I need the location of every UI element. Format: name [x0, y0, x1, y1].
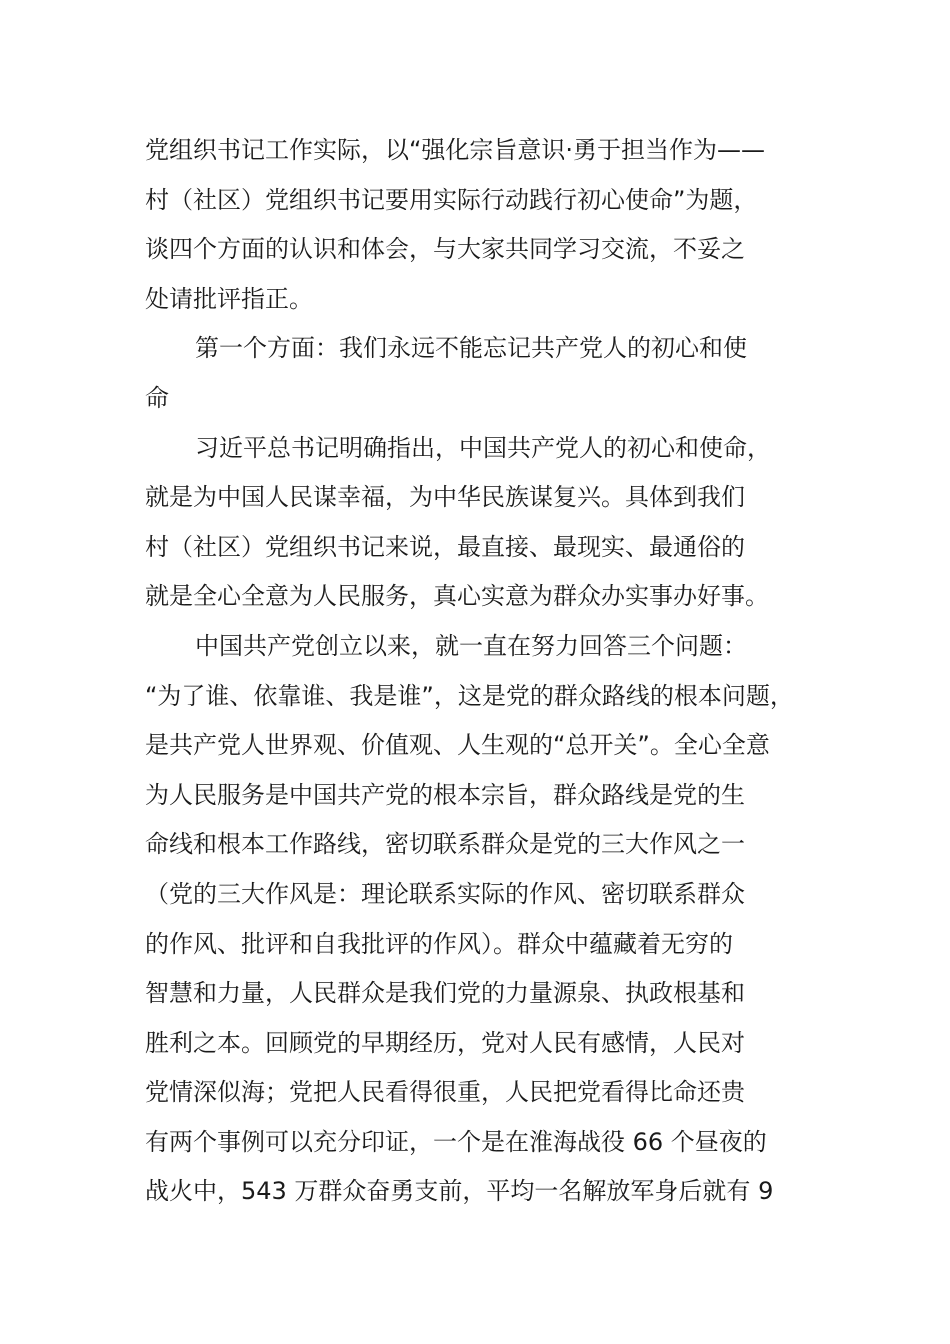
text-line: 有两个事例可以充分印证，一个是在淮海战役 66 个昼夜的: [145, 1127, 767, 1156]
text-line: 党组织书记工作实际，以“强化宗旨意识·勇于担当作为——: [145, 136, 766, 164]
text-line: 习近平总书记明确指出，中国共产党人的初心和使命，: [195, 433, 771, 462]
text-line: 是共产党人世界观、价值观、人生观的“总开关”。全心全意: [145, 731, 770, 760]
text-line: 的作风、批评和自我批评的作风）。群众中蕴藏着无穷的: [145, 929, 733, 958]
text-line: 战火中，543 万群众奋勇支前，平均一名解放军身后就有 9: [145, 1177, 774, 1206]
text-line: “为了谁、依靠谁、我是谁”，这是党的群众路线的根本问题，: [145, 681, 794, 710]
text-line: （党的三大作风是：理论联系实际的作风、密切联系群众: [145, 879, 745, 908]
document-body: [145, 126, 835, 1217]
section-heading-line: 第一个方面：我们永远不能忘记共产党人的初心和使: [195, 334, 747, 363]
text-line: 中国共产党创立以来，就一直在努力回答三个问题：: [195, 631, 747, 660]
text-line: 村（社区）党组织书记要用实际行动践行初心使命”为题，: [145, 185, 758, 214]
text-line: 谈四个方面的认识和体会，与大家共同学习交流，不妥之: [145, 235, 745, 264]
text-line: 就是为中国人民谋幸福，为中华民族谋复兴。具体到我们: [145, 483, 745, 512]
text-line: 为人民服务是中国共产党的根本宗旨，群众路线是党的生: [145, 780, 745, 809]
text-line: 命线和根本工作路线，密切联系群众是党的三大作风之一: [145, 830, 745, 859]
text-line: 村（社区）党组织书记来说，最直接、最现实、最通俗的: [145, 532, 745, 561]
text-line: 胜利之本。回顾党的早期经历，党对人民有感情，人民对: [145, 1028, 745, 1057]
text-line: 处请批评指正。: [145, 284, 313, 313]
text-line: 就是全心全意为人民服务，真心实意为群众办实事办好事。: [145, 582, 769, 611]
text-line: 党情深似海；党把人民看得很重，人民把党看得比命还贵: [145, 1078, 745, 1107]
section-heading-line: 命: [145, 383, 169, 412]
text-line: 智慧和力量，人民群众是我们党的力量源泉、执政根基和: [145, 979, 745, 1008]
